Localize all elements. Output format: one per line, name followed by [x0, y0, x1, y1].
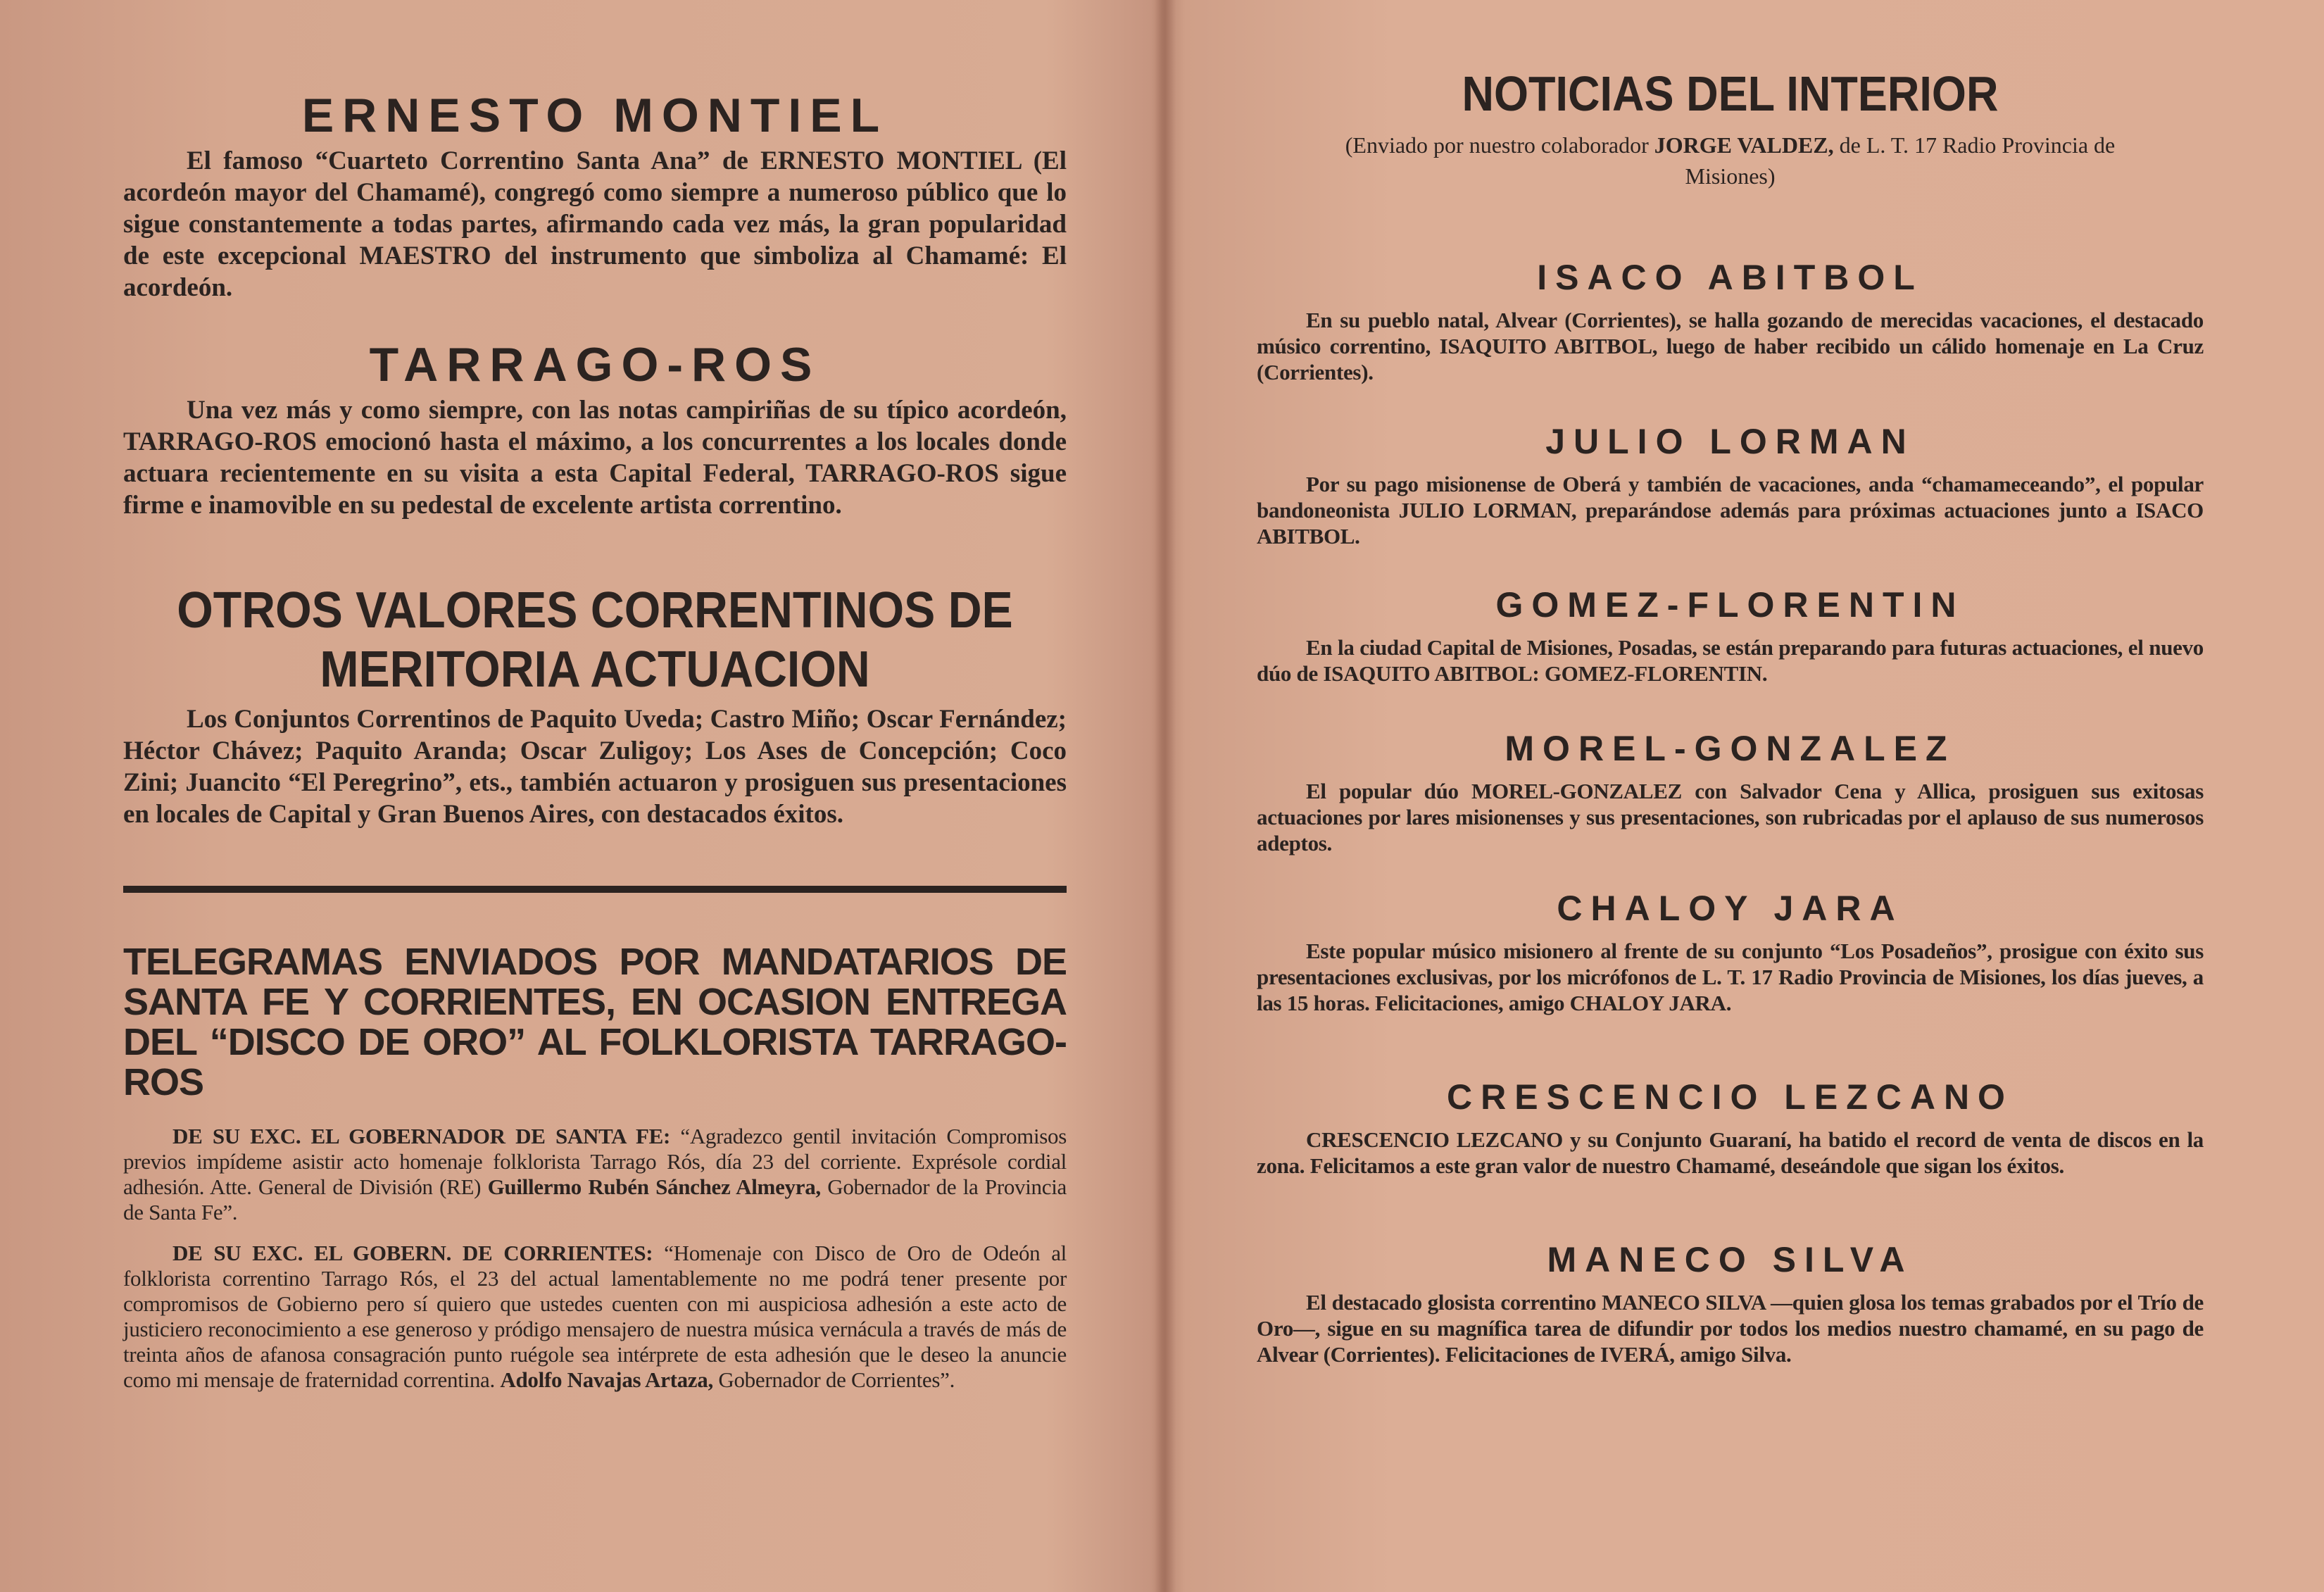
telegram-lead: DE SU EXC. EL GOBERN. DE CORRIENTES:	[172, 1241, 653, 1265]
news-title: CHALOY JARA	[1557, 889, 1904, 928]
telegram-tail: Gobernador de la Provincia de Santa Fe”.	[123, 1174, 1067, 1224]
news-body: El popular dúo MOREL-GONZALEZ con Salvador Cena y Allica, prosiguen sus exitosas actuaciones por lares misionenses y sus presentaciones, son rubricadas por el aplauso de sus numerosos adeptos.	[1257, 779, 2204, 855]
telegram-tail: Gobernador de Corrientes”.	[712, 1367, 955, 1392]
section-title-line1: OTROS VALORES CORRENTINOS DE	[177, 582, 1013, 639]
news-item-gomez-florentin	[1257, 582, 2204, 687]
news-title: MOREL-GONZALEZ	[1505, 729, 1956, 768]
section-otros-valores	[123, 581, 1067, 830]
section-tarrago-ros	[123, 335, 1067, 521]
news-item-isaco-abitbol	[1257, 255, 2204, 385]
divider-rule	[123, 886, 1067, 893]
news-item-morel-gonzalez	[1257, 726, 2204, 856]
telegram-text: “Homenaje con Disco de Oro de Odeón al folklorista correntino Tarrago Rós, el 23 del actual lamentablemente no me podrá tener presente por compromisos de Gobierno pero sí quiero que ustedes cuenten con mi auspiciosa adhesión a este acto de justiciero reconocimiento a ese generoso y pródigo mensajero de nuestra música vernácula a través de más de treinta años de afanosa consagración punto ruégole sea intérprete de esta adhesión que le deseo la anuncie como mi mensaje de fraternidad correntina.	[123, 1241, 1067, 1392]
section-title: ERNESTO MONTIEL	[301, 89, 888, 142]
subtitle-name: JORGE VALDEZ,	[1654, 132, 1834, 158]
telegram-santa-fe	[123, 1124, 1067, 1225]
subtitle-pre: (Enviado por nuestro colaborador	[1345, 132, 1654, 158]
page-title: NOTICIAS DEL INTERIOR	[1462, 66, 1999, 121]
section-body: Los Conjuntos Correntinos de Paquito Uveda; Castro Miño; Oscar Fernández; Héctor Chávez; Paquito Aranda; Oscar Zuligoy; Los Ases de Concepción; Coco Zini; Juancito “El Peregrino”, ets., también actuaron y prosiguen sus presentaciones en locales de Capital y Gran Buenos Aires, con destacados éxitos.	[123, 705, 1067, 829]
news-body: El destacado glosista correntino MANECO SILVA —quien glosa los temas grabados por el Trío de Oro—, sigue en su magnífica tarea de difundir por todos los medios nuestro chamamé, en su pago de Alvear (Corrientes). Felicitaciones de IVERÁ, amigo Silva.	[1257, 1290, 2204, 1367]
news-body: En la ciudad Capital de Misiones, Posadas, se están preparando para futuras actuaciones, el nuevo dúo de ISAQUITO ABITBOL: GOMEZ-FLORENTIN.	[1257, 635, 2204, 686]
news-title: CRESCENCIO LEZCANO	[1447, 1077, 2014, 1117]
news-item-chaloy-jara	[1257, 886, 2204, 1016]
news-title: GOMEZ-FLORENTIN	[1495, 585, 1965, 625]
news-item-julio-lorman	[1257, 419, 2204, 549]
section-body: El famoso “Cuarteto Correntino Santa Ana” de ERNESTO MONTIEL (El acordeón mayor del Chamamé), congregó como siempre a numeroso público que lo sigue constantemente a todas partes, afirmando cada vez más, la gran popularidad de este excepcional MAESTRO del instrumento que simboliza al Chamamé: El acordeón.	[123, 146, 1067, 302]
news-title: MANECO SILVA	[1547, 1240, 1914, 1279]
news-item-maneco-silva	[1257, 1237, 2204, 1367]
noticias-header	[1257, 65, 2204, 192]
telegramas-title-line3: DEL “DISCO DE ORO” AL FOLKLORISTA TARRAGO-ROS	[123, 1021, 1067, 1103]
section-body: Una vez más y como siempre, con las notas campiriñas de su típico acordeón, TARRAGO-ROS emocionó hasta el máximo, a los concurrentes a los locales donde actuara recientemente en su visita a esta Capital Federal, TARRAGO-ROS sigue firme e inamovible en su pedestal de excelente artista correntino.	[123, 396, 1067, 520]
news-body: CRESCENCIO LEZCANO y su Conjunto Guaraní, ha batido el record de venta de discos en la zona. Felicitamos a este gran valor de nuestro Chamamé, deseándole que sigan los éxitos.	[1257, 1127, 2204, 1178]
telegramas-title-line2: SANTA FE Y CORRIENTES, EN OCASION ENTREGA	[123, 981, 1067, 1023]
section-title: TARRAGO-ROS	[369, 338, 821, 391]
news-title: ISACO ABITBOL	[1537, 258, 1923, 297]
section-ernesto-montiel	[123, 86, 1067, 303]
news-body: Este popular músico misionero al frente de su conjunto “Los Posadeños”, prosigue con éxito sus presentaciones exclusivas, por los micrófonos de L. T. 17 Radio Provincia de Misiones, los días jueves, a las 15 horas. Felicitaciones, amigo CHALOY JARA.	[1257, 939, 2204, 1015]
page-subtitle	[1299, 130, 2161, 192]
telegramas-title-line1: TELEGRAMAS ENVIADOS POR MANDATARIOS DE	[123, 941, 1067, 983]
news-body: Por su pago misionense de Oberá y también de vacaciones, anda “chamameceando”, el popular bandoneonista JULIO LORMAN, preparándose además para próximas actuaciones junto a ISACO ABITBOL.	[1257, 472, 2204, 549]
telegram-corrientes	[123, 1241, 1067, 1393]
news-body: En su pueblo natal, Alvear (Corrientes), se halla gozando de merecidas vacaciones, el destacado músico correntino, ISAQUITO ABITBOL, luego de haber recibido un cálido homenaje en La Cruz (Corrientes).	[1257, 308, 2204, 384]
subtitle-post: de L. T. 17 Radio Provincia de Misiones)	[1685, 132, 2116, 189]
section-title-line2: MERITORIA ACTUACION	[320, 641, 870, 698]
telegram-signer: Guillermo Rubén Sánchez Almeyra,	[487, 1174, 821, 1199]
section-telegramas	[123, 942, 1067, 1393]
telegram-text: “Agradezco gentil invitación Compromisos previos impídeme asistir acto homenaje folklorista Tarrago Rós, día 23 del corriente. Exprésole cordial adhesión. Atte. General de División (RE)	[123, 1124, 1067, 1199]
page-spine	[1155, 0, 1176, 1592]
telegram-lead: DE SU EXC. EL GOBERNADOR DE SANTA FE:	[172, 1124, 670, 1148]
news-item-crescencio-lezcano	[1257, 1074, 2204, 1179]
telegram-signer: Adolfo Navajas Artaza,	[500, 1367, 713, 1392]
news-title: JULIO LORMAN	[1545, 422, 1915, 461]
